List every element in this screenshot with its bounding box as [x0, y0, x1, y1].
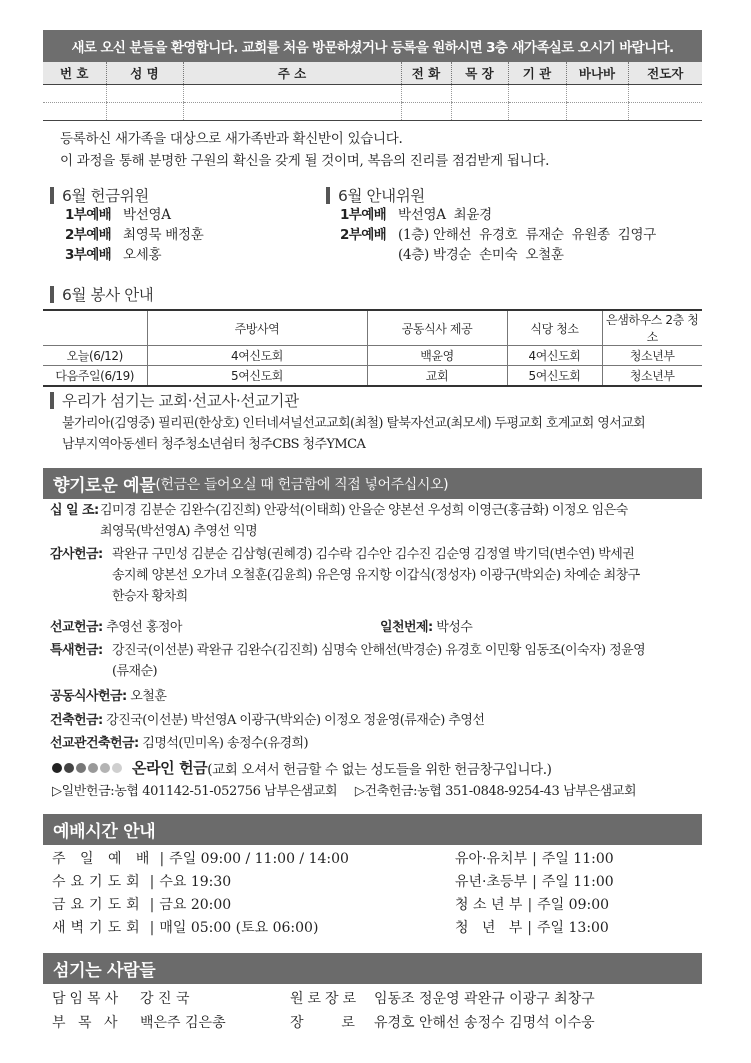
registration-header-row — [43, 62, 702, 84]
welcome-banner: 새로 오신 분들을 환영합니다. 교회를 처음 방문하셨거나 등록을 원하시면 3층 새가족실로 오시기 바랍니다. — [43, 30, 702, 62]
new-family-notice — [60, 128, 549, 172]
dot-icon — [112, 763, 122, 773]
online-offering-subtitle: (교회 오셔서 헌금할 수 없는 성도들을 위한 헌금창구입니다.) — [207, 761, 552, 778]
servants-header: 섬기는 사람들 — [43, 953, 702, 984]
worship-row: 새벽기도회 | 매일 05:00 (토요 06:00) — [52, 920, 319, 936]
registration-table — [43, 62, 702, 121]
worship-times-left — [52, 848, 349, 940]
header-shared-meal: 공동식사 제공 — [367, 310, 507, 346]
dot-icon — [64, 763, 74, 773]
worship-row: 청 소 년 부 | 주일 09:00 — [455, 897, 610, 913]
dot-icon — [52, 763, 62, 773]
header-department: 기 관 — [508, 62, 566, 84]
header-evangelist: 전도자 — [628, 62, 702, 84]
offering-committee-title: 6월 헌금위원 — [50, 184, 149, 206]
duty-row: (4층) 박경순 손미숙 오철훈 — [398, 247, 564, 263]
online-offering-title: 온라인 헌금 — [132, 759, 208, 777]
general-account: ▷일반헌금:농협 401142-51-052756 남부은샘교회 — [52, 784, 338, 799]
duty-row: 2부예배 최영묵 배정훈 — [65, 227, 204, 243]
bank-accounts — [52, 780, 636, 799]
section-bar — [50, 187, 54, 204]
building-offering: 건축헌금: 강진국(이선분) 박선영A 이광구(박외순) 이정오 정윤영(류재순) 추영선 — [50, 713, 485, 728]
special-section: 특새헌금: 강진국(이선분) 곽완규 김완수(김진희) 심명숙 안해선(박경순) 유경호 이민황 임동조(이숙자) 정윤영 (류재순) — [50, 643, 646, 679]
meal-offering: 공동식사헌금: 오철훈 — [50, 689, 167, 704]
worship-header: 예배시간 안내 — [43, 814, 702, 845]
registration-blank-row[interactable] — [43, 102, 702, 120]
service-table — [43, 309, 702, 387]
online-offering — [52, 757, 552, 778]
servants-row: 담임목사 강 진 국 원로장로 임동조 정운영 곽완규 이광구 최창구 — [52, 991, 595, 1007]
offerings-header: 향기로운 예물 (헌금은 들어오실 때 헌금함에 직접 넣어주십시오) — [43, 468, 702, 499]
header-house-cleaning: 은샘하우스 2층 청소 — [602, 310, 702, 346]
duty-row: 1부예배 박선영A — [65, 207, 171, 223]
building-account: ▷건축헌금:농협 351-0848-9254-43 남부은샘교회 — [354, 784, 637, 799]
service-row: 오늘(6/12) 4여신도회 백윤영 4여신도회 청소년부 — [43, 346, 702, 366]
guide-committee-list — [340, 205, 656, 265]
section-bar — [326, 187, 330, 204]
worship-row: 청 년 부 | 주일 13:00 — [455, 920, 609, 936]
offering-committee-list — [65, 205, 203, 265]
header-cell-group: 목 장 — [451, 62, 508, 84]
worship-row: 수요기도회 | 수요 19:30 — [52, 874, 232, 890]
header-number: 번 호 — [43, 62, 106, 84]
dot-icon — [88, 763, 98, 773]
section-bar — [50, 286, 54, 303]
worship-row: 유아·유치부 | 주일 11:00 — [455, 851, 614, 867]
missions-title: 우리가 섬기는 교회·선교사·선교기관 — [50, 389, 299, 411]
header-phone: 전 화 — [401, 62, 451, 84]
dot-icon — [100, 763, 110, 773]
duty-row: 3부예배 오세홍 — [65, 247, 162, 263]
servants-row: 부 목 사 백은주 김은총 장 로 유경호 안해선 송정수 김명석 이수웅 — [52, 1015, 595, 1031]
tithe-section: 십 일 조: 김미경 김분순 김완수(김진희) 안광석(이태희) 안을순 양본선 우성희 이영근(홍금화) 이정오 임은숙 최영묵(박선영A) 추영선 익명 — [50, 503, 628, 539]
header-address: 주 소 — [183, 62, 401, 84]
servants-list — [52, 987, 702, 1035]
dot-icon — [76, 763, 86, 773]
service-header-row — [43, 310, 702, 346]
service-title: 6월 봉사 안내 — [50, 283, 153, 305]
service-row: 다음주일(6/19) 5여신도회 교회 5여신도회 청소년부 — [43, 366, 702, 386]
notice-line: 이 과정을 통해 분명한 구원의 확신을 갖게 될 것이며, 복음의 진리를 점검받게 됩니다. — [60, 153, 550, 169]
notice-line: 등록하신 새가족을 대상으로 새가족반과 확신반이 있습니다. — [60, 131, 403, 147]
registration-blank-row[interactable] — [43, 84, 702, 102]
mission-building-offering: 선교관건축헌금: 김명석(민미옥) 송정수(유경희) — [50, 736, 309, 751]
thanks-section: 감사헌금: 곽완규 구민성 김분순 김삼형(권혜경) 김수락 김수안 김수진 김순영 김정열 박기덕(변수연) 박세권 송지혜 양본선 오가녀 오철훈(김윤희) 유은영 유지항 이갑식(정성자) 이광구(박외순) 차예순 최창구 한승자 황차희 — [50, 547, 640, 604]
header-name: 성 명 — [106, 62, 183, 84]
missions-list: 불가리아(김영중) 필리핀(한상호) 인터네셔널선교교회(최철) 탈북자선교(최모세) 두평교회 호계교회 영서교회 남부지역아동센터 청주청소년쉼터 청주CBS 청주YMCA — [62, 416, 646, 452]
duty-row: 2부예배 (1층) 안해선 유경호 류재순 유원종 김영구 — [340, 227, 656, 243]
worship-times-right — [455, 848, 614, 940]
duty-row: 1부예배 박선영A 최윤경 — [340, 207, 492, 223]
guide-committee-title: 6월 안내위원 — [326, 184, 425, 206]
section-bar — [50, 392, 54, 409]
header-barnabas: 바나바 — [566, 62, 628, 84]
oneday-offering: 일천번제: 박성수 — [380, 620, 473, 635]
worship-row: 금요기도회 | 금요 20:00 — [52, 897, 232, 913]
mission-offering: 선교헌금: 추영선 홍정아 — [50, 620, 182, 635]
worship-row: 주 일 예 배 | 주일 09:00 / 11:00 / 14:00 — [52, 851, 349, 867]
header-cafeteria-cleaning: 식당 청소 — [507, 310, 602, 346]
header-kitchen: 주방사역 — [147, 310, 367, 346]
worship-row: 유년·초등부 | 주일 11:00 — [455, 874, 614, 890]
